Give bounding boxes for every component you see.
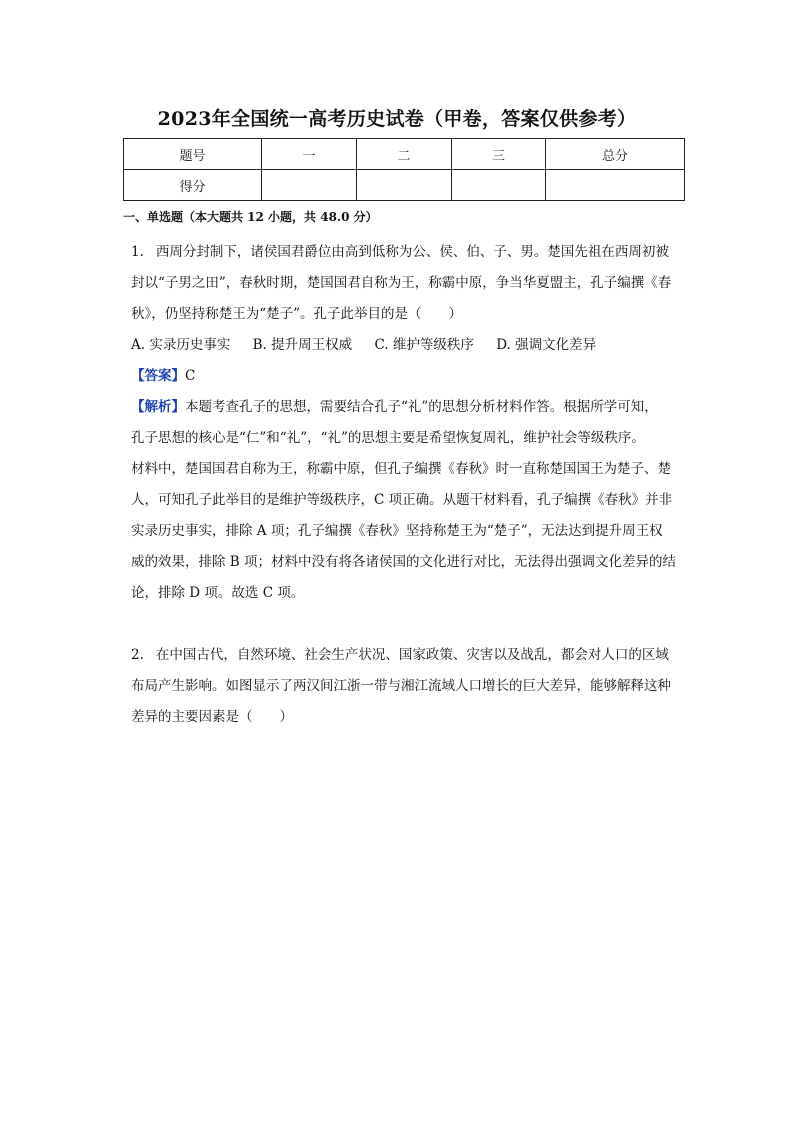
analysis-line: 威的效果，排除 B 项；材料中没有将各诸侯国的文化进行对比，无法得出强调文化差异的结 <box>131 554 677 570</box>
score-input-cell <box>262 170 357 201</box>
score-table-cell: 得分 <box>124 170 262 201</box>
score-table-cell: 题号 <box>124 139 262 170</box>
option-a: A. 实录历史事实 <box>131 337 231 353</box>
question-number: 2. <box>131 647 144 663</box>
analysis-line: 材料中，楚国国君自称为王，称霸中原，但孔子编撰《春秋》时一直称楚国国王为楚子、楚 <box>131 461 671 477</box>
score-input-cell <box>452 170 546 201</box>
question-stem-line: 秋》，仍坚持称楚王为“楚子”。孔子此举目的是（ ） <box>131 306 463 322</box>
score-input-cell <box>357 170 452 201</box>
analysis-line: 实录历史事实，排除 A 项；孔子编撰《春秋》坚持称楚王为“楚子”，无法达到提升周王权 <box>131 523 663 539</box>
question-stem-line: 差异的主要因素是（ ） <box>131 709 293 725</box>
option-b: B. 提升周王权威 <box>252 337 353 353</box>
score-table-cell: 一 <box>262 139 357 170</box>
question-stem-line: 封以“子男之田”，春秋时期，楚国国君自称为王，称霸中原，争当华夏盟主，孔子编撰《春 <box>131 275 672 291</box>
analysis-line <box>131 392 703 423</box>
question-number: 1. <box>131 244 144 260</box>
question-1 <box>131 237 703 609</box>
page-title: 2023年全国统一高考历史试卷（甲卷，答案仅供参考） <box>157 108 637 130</box>
question-stem-line <box>131 237 703 268</box>
score-table-header-row <box>124 139 685 170</box>
question-text: 在中国古代，自然环境、社会生产状况、国家政策、灾害以及战乱，都会对人口的区域 <box>155 647 669 663</box>
score-table-cell: 二 <box>357 139 452 170</box>
analysis-line: 孔子思想的核心是“仁”和“礼”，“礼”的思想主要是希望恢复周礼，维护社会等级秩序。 <box>131 430 645 446</box>
section-heading: 一、单选题（本大题共 12 小题，共 48.0 分） <box>123 210 378 224</box>
analysis-tag: 【解析】 <box>131 399 185 415</box>
answer-value: C <box>185 368 196 384</box>
answer-line <box>131 361 703 392</box>
question-2 <box>131 640 703 733</box>
score-table <box>123 138 685 201</box>
options-row <box>131 330 703 361</box>
analysis-line: 论，排除 D 项。故选 C 项。 <box>131 585 305 601</box>
score-table-score-row <box>124 170 685 201</box>
question-text: 西周分封制下，诸侯国君爵位由高到低称为公、侯、伯、子、男。楚国先祖在西周初被 <box>155 244 669 260</box>
question-stem-line <box>131 640 703 671</box>
analysis-text: 本题考查孔子的思想，需要结合孔子“礼”的思想分析材料作答。根据所学可知， <box>185 399 658 415</box>
option-d: D. 强调文化差异 <box>496 337 597 353</box>
score-table-cell: 总分 <box>546 139 685 170</box>
answer-tag: 【答案】 <box>131 368 185 384</box>
option-c: C. 维护等级秩序 <box>374 337 474 353</box>
analysis-line: 人，可知孔子此举目的是维护等级秩序，C 项正确。从题干材料看，孔子编撰《春秋》并非 <box>131 492 673 508</box>
score-table-cell: 三 <box>452 139 546 170</box>
score-input-cell <box>546 170 685 201</box>
question-stem-line: 布局产生影响。如图显示了两汉间江浙一带与湘江流域人口增长的巨大差异，能够解释这种 <box>131 678 671 694</box>
